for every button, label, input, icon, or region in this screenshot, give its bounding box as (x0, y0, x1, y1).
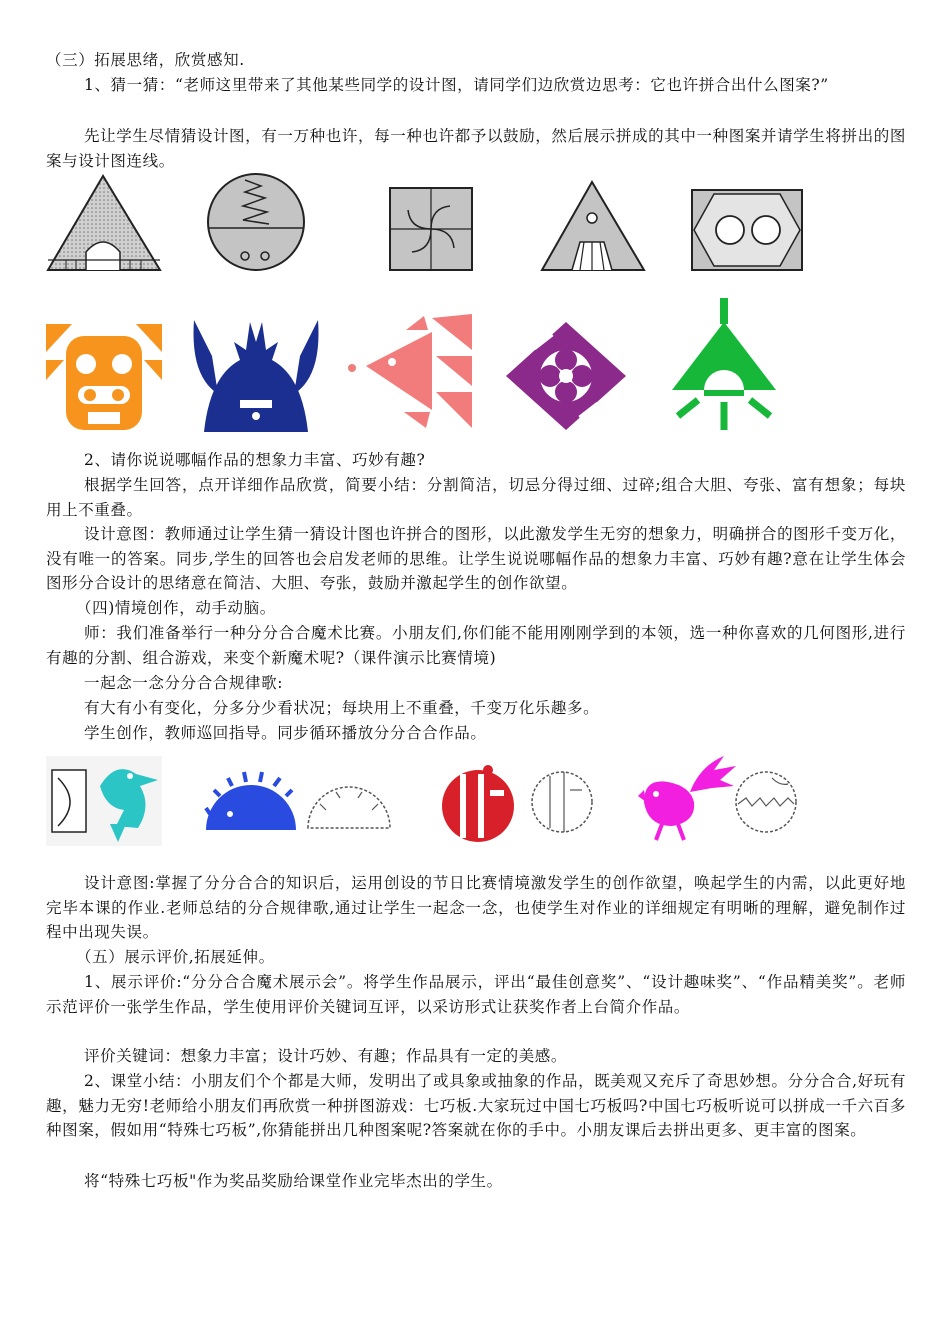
triangle-arch-sketch (46, 174, 164, 274)
rectangle-hexagon-sketch (690, 188, 804, 272)
section4-teacher: 师：我们准备举行一种分分合合魔术比赛。小朋友们,你们能不能用刚刚学到的本领，选一种你喜欢的几何图形,进行有趣的分割、组合游戏，来变个新魔术呢?（课件演示比赛情境) (46, 624, 906, 667)
magenta-rooster-work (634, 752, 738, 844)
hedgehog-work (204, 768, 298, 834)
section3-para2: 根据学生回答，点开详细作品欣赏，简要小结：分割简洁，切忌分得过细、过碎;组合大胆、夸张、富有想象；每块用上不重叠。 (46, 476, 906, 519)
section4-intent: 设计意图:掌握了分分合合的知识后，运用创设的节日比赛情境激发学生的创作欲望，唤起学生的内需，以此更好地完毕本课的作业.老师总结的分合规律歌,通过让学生一起念一念，也使学生对作业的详细规定有明晰的理解，避免制作过程中出现失误。 (46, 874, 906, 942)
orange-robot-face (44, 322, 164, 434)
red-circle-work (438, 764, 520, 844)
section5-keywords: 评价关键词：想象力丰富；设计巧妙、有趣；作品具有一定的美感。 (84, 1047, 568, 1065)
purple-flower-tile (504, 320, 628, 432)
finished-works-row (0, 296, 950, 436)
pink-fish-shape (346, 312, 474, 430)
section5-reward: 将“特殊七巧板"作为奖品奖励给课堂作业完毕杰出的学生。 (84, 1172, 503, 1190)
design-sketch-row (0, 172, 950, 280)
section5-heading: （五）展示评价,拓展延伸。 (76, 948, 275, 966)
section3-intent: 设计意图：教师通过让学生猜一猜设计图也许拼合的图形，以此激发学生无穷的想象力，明确拼合的图形千变万化，没有唯一的答案。同步,学生的回答也会启发老师的思维。让学生说说哪幅作品的想象力丰富、巧妙有趣?意在让学生体会图形分合设计的思绪意在简洁、大胆、夸张，鼓励并激起学生的创作欲望。 (46, 525, 906, 593)
triangle-rocket-sketch (540, 180, 646, 272)
section4-heading: （四)情境创作，动手动脑。 (76, 599, 276, 617)
circle-zigzag-sketch (205, 172, 309, 274)
section3-item2: 2、请你说说哪幅作品的想象力丰富、巧妙有趣? (84, 451, 426, 469)
section4-song: 有大有小有变化，分多分少看状况；每块用上不重叠，千变万化乐趣多。 (84, 699, 600, 717)
section5-item1: 1、展示评价:“分分合合魔术展示会”。将学生作品展示，评出“最佳创意奖”、“设计趣味奖”、“作品精美奖”。老师示范评价一张学生作品，学生使用评价关键词互评，以采访形式让获奖作者上台简介作品。 (46, 973, 906, 1016)
section4-song-intro: 一起念一念分分合合规律歌: (84, 674, 284, 692)
section3-heading: （三）拓展思绪，欣赏感知. (46, 51, 245, 69)
navy-castle-shape (190, 316, 322, 434)
section5-item2: 2、课堂小结：小朋友们个个都是大师，发明出了或具象或抽象的作品，既美观又充斥了奇思妙想。分分合合,好玩有趣，魅力无穷!老师给小朋友们再欣赏一种拼图游戏：七巧板.大家玩过中国七巧板吗?中国七巧板听说可以拼成一千六百多种图案，假如用“特殊七巧板”,你猜能拼出几种图案呢?答案就在你的手中。小朋友课后去拼出更多、更丰富的图案。 (46, 1072, 906, 1140)
green-lamp-shape (668, 296, 780, 434)
semicircle-outline (306, 774, 392, 832)
bird-work (46, 756, 162, 846)
section3-item1: 1、猜一猜：“老师这里带来了其他某些同学的设计图，请同学们边欣赏边思考：它也许拼合出什么图案?” (84, 76, 829, 94)
circle-outline (530, 766, 594, 836)
section3-para1: 先让学生尽情猜设计图，有一万种也许，每一种也许都予以鼓励，然后展示拼成的其中一种图案并请学生将拼出的图案与设计图连线。 (46, 127, 906, 170)
section4-create: 学生创作，教师巡回指导。同步循环播放分分合合作品。 (84, 724, 487, 742)
rooster-outline (732, 770, 800, 834)
square-pinwheel-sketch (388, 186, 474, 272)
student-works-row (0, 752, 950, 848)
